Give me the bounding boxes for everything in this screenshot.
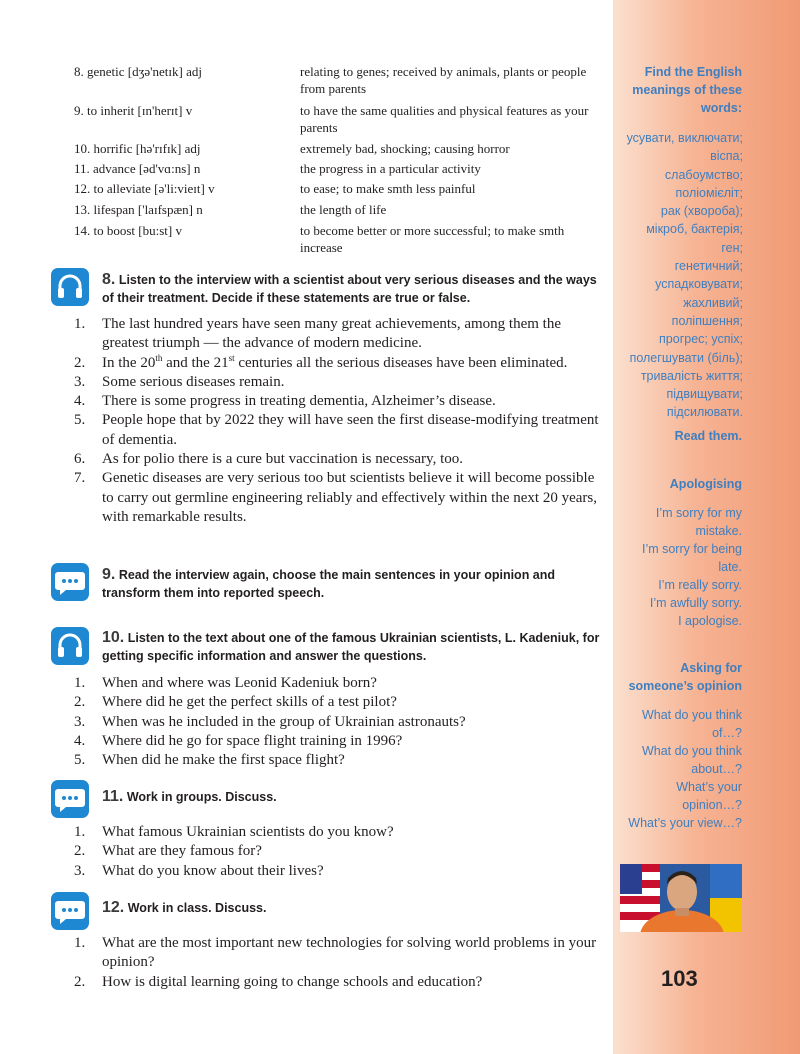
task-title-text: Work in groups. Discuss. xyxy=(126,790,277,804)
item-text: What famous Ukrainian scientists do you know? xyxy=(102,824,394,840)
phrase: of…? xyxy=(712,726,742,740)
item-number: 1. xyxy=(74,824,86,840)
list-item xyxy=(74,934,604,973)
ua-word: усувати, виключати; xyxy=(626,131,743,145)
ua-word: мікроб, бактерія; xyxy=(646,222,743,237)
item-number: 4. xyxy=(74,732,86,749)
item-number: 5. xyxy=(74,752,86,769)
task-10-instruction xyxy=(102,629,602,665)
phrase: I’m really sorry. xyxy=(658,578,742,592)
item-text: What do you know about their lives? xyxy=(102,862,324,879)
phrase: about…? xyxy=(691,762,742,776)
list-item xyxy=(74,973,604,992)
task-number: 9. xyxy=(102,566,116,583)
vocab-term: 8. genetic [dʒə'netɪk] adj xyxy=(74,64,202,79)
task-title-text: Read the interview again, choose the main sentences in your opinion and transform them into reported speech. xyxy=(102,568,556,600)
vocab-term: 9. to inherit [ɪn'herɪt] v xyxy=(74,103,193,118)
vocab-definition: to have the same qualities and physical features as your parents xyxy=(300,103,589,135)
sidebar-read-them xyxy=(675,427,742,445)
task-11-questions xyxy=(74,823,604,881)
ua-word: генетичний; xyxy=(674,259,743,274)
ua-word: підсилювати. xyxy=(666,405,743,420)
phrase: I’m sorry for my xyxy=(655,506,742,520)
phrase: opinion…? xyxy=(682,798,742,812)
ua-word: рак (хвороба); xyxy=(660,204,743,219)
sidebar-opinion-heading xyxy=(629,659,742,695)
vocab-definition: to ease; to make smth less painful xyxy=(300,181,476,196)
sidebar-apologising-heading xyxy=(670,475,742,493)
speech-bubble-icon xyxy=(51,563,89,601)
item-text: When did he make the first space flight? xyxy=(102,752,345,769)
task-number: 8. xyxy=(102,271,116,288)
vocab-definition: to become better or more successful; to make smth increase xyxy=(300,223,565,255)
list-item xyxy=(74,693,604,712)
astronaut-photo xyxy=(620,864,742,932)
vocab-term: 14. to boost [bu:st] v xyxy=(74,223,182,238)
item-text: When was he included in the group of Ukrainian astronauts? xyxy=(102,713,466,730)
item-number: 3. xyxy=(74,862,86,879)
list-item xyxy=(74,732,604,751)
ua-word: підвищувати; xyxy=(666,387,743,402)
task-title-text: Work in class. Discuss. xyxy=(127,901,267,915)
vocab-term: 12. to alleviate [ə'li:vieɪt] v xyxy=(74,181,215,196)
apologising-heading: Apologising xyxy=(669,477,742,491)
list-item xyxy=(74,469,604,527)
item-text: What are they famous for? xyxy=(102,843,262,860)
sidebar-apologising-phrases xyxy=(642,504,742,630)
find-heading-line: Find the English xyxy=(644,65,742,79)
list-item xyxy=(74,315,604,354)
item-text: In the 20 xyxy=(102,354,156,371)
list-item xyxy=(74,450,604,469)
item-text: Where did he get the perfect skills of a test pilot? xyxy=(102,694,397,711)
sidebar-ukrainian-words xyxy=(627,129,743,422)
ua-word: тривалість життя; xyxy=(640,368,743,383)
item-text: There is some progress in treating dementia, Alzheimer’s disease. xyxy=(102,393,496,410)
task-title-text: Listen to the text about one of the famous Ukrainian scientists, L. Kadeniuk, for getting specific information and answer the questions. xyxy=(102,631,600,663)
phrase: I’m sorry for being xyxy=(641,542,742,556)
item-text: What are the most important new technologies for solving world problems in your opinion? xyxy=(102,935,597,971)
item-number: 3. xyxy=(74,713,86,730)
item-text: How is digital learning going to change schools and education? xyxy=(102,973,483,990)
ua-word: поліпшення; xyxy=(671,313,743,328)
vocab-definition: extremely bad, shocking; causing horror xyxy=(300,141,510,156)
task-9-instruction xyxy=(102,566,602,602)
vocab-definition: relating to genes; received by animals, plants or people from parents xyxy=(300,64,587,96)
item-number: 4. xyxy=(74,393,86,410)
page-number: 103 xyxy=(661,966,698,991)
list-item xyxy=(74,713,604,732)
item-text: Where did he go for space flight training in 1996? xyxy=(102,732,403,749)
task-number: 12. xyxy=(102,899,125,916)
phrase: What do you think xyxy=(641,708,742,722)
list-item xyxy=(74,373,604,392)
task-10-questions xyxy=(74,674,604,770)
item-text: The last hundred years have seen many great achievements, among them the greatest triumph — the advance of modern medicine. xyxy=(102,316,561,352)
item-number: 1. xyxy=(74,316,86,332)
ua-word: поліомієліт; xyxy=(675,185,743,200)
opinion-heading-line: Asking for xyxy=(680,661,742,675)
task-title-text: Listen to the interview with a scientist about very serious diseases and the ways of their treatment. Decide if these statements are true or false. xyxy=(102,273,597,305)
item-number: 7. xyxy=(74,470,86,487)
item-text: and the 21 xyxy=(162,354,229,371)
list-item xyxy=(74,823,604,842)
item-text: Some serious diseases remain. xyxy=(102,373,285,390)
item-number: 1. xyxy=(74,675,86,691)
superscript: st xyxy=(228,352,235,363)
vocab-term: 13. lifespan ['laɪfspæn] n xyxy=(74,202,203,217)
task-number: 10. xyxy=(102,629,125,646)
phrase: I’m awfully sorry. xyxy=(649,596,742,610)
phrase: What’s your view…? xyxy=(628,816,742,830)
headphones-icon xyxy=(51,627,89,665)
list-item xyxy=(74,411,604,450)
list-item xyxy=(74,862,604,881)
find-heading-line: meanings of these xyxy=(632,83,742,97)
list-item xyxy=(74,751,604,770)
read-them-label: Read them. xyxy=(674,429,742,443)
list-item xyxy=(74,392,604,411)
opinion-heading-line: someone’s opinion xyxy=(628,679,742,693)
task-8-instruction xyxy=(102,271,602,307)
item-text: centuries all the serious diseases have been eliminated. xyxy=(234,354,568,371)
list-item xyxy=(74,674,604,693)
item-number: 2. xyxy=(74,843,86,860)
ua-word: ген; xyxy=(721,240,743,255)
item-number: 3. xyxy=(74,373,86,390)
item-text: Genetic diseases are very serious too but scientists believe it will become possible to carry out germline engineering reliably and effectively within the next 20 years, with remarkable results. xyxy=(102,470,597,525)
headphones-icon xyxy=(51,268,89,306)
item-text: When and where was Leonid Kadeniuk born? xyxy=(102,675,377,691)
phrase: mistake. xyxy=(695,524,742,538)
vocab-definition: the length of life xyxy=(300,202,387,217)
phrase: What’s your xyxy=(676,780,742,794)
sidebar-find-heading xyxy=(632,63,742,117)
ua-word: слабоумство; xyxy=(664,167,743,182)
sidebar-opinion-phrases xyxy=(628,706,742,832)
item-text: As for polio there is a cure but vaccination is necessary, too. xyxy=(102,451,463,468)
task-12-instruction xyxy=(102,899,602,917)
task-12-questions xyxy=(74,934,604,992)
vocab-term: 11. advance [əd'vɑ:ns] n xyxy=(74,161,201,176)
task-8-statements xyxy=(74,315,604,527)
item-text: People hope that by 2022 they will have seen the first disease-modifying treatment of dementia. xyxy=(102,412,599,448)
ua-word: прогрес; успіх; xyxy=(659,332,743,347)
phrase: late. xyxy=(718,560,742,574)
vocab-term: 10. horrific [hə'rɪfɪk] adj xyxy=(74,141,201,156)
task-11-instruction xyxy=(102,788,602,806)
phrase: What do you think xyxy=(641,744,742,758)
item-number: 2. xyxy=(74,694,86,711)
ua-word: полегшувати (біль); xyxy=(629,350,743,365)
item-number: 1. xyxy=(74,935,86,951)
item-number: 5. xyxy=(74,412,86,429)
ua-word: віспа; xyxy=(710,149,743,164)
ua-word: успадковувати; xyxy=(655,277,743,292)
phrase: I apologise. xyxy=(678,614,742,628)
find-heading-line: words: xyxy=(701,101,742,115)
speech-bubble-icon xyxy=(51,892,89,930)
speech-bubble-icon xyxy=(51,780,89,818)
superscript: th xyxy=(155,352,163,363)
item-number: 6. xyxy=(74,451,86,468)
ua-word: жахливий; xyxy=(683,295,743,310)
vocab-definition: the progress in a particular activity xyxy=(300,161,481,176)
item-number: 2. xyxy=(74,973,86,990)
item-number: 2. xyxy=(74,354,86,371)
list-item xyxy=(74,354,604,373)
task-number: 11. xyxy=(102,788,124,805)
list-item xyxy=(74,842,604,861)
